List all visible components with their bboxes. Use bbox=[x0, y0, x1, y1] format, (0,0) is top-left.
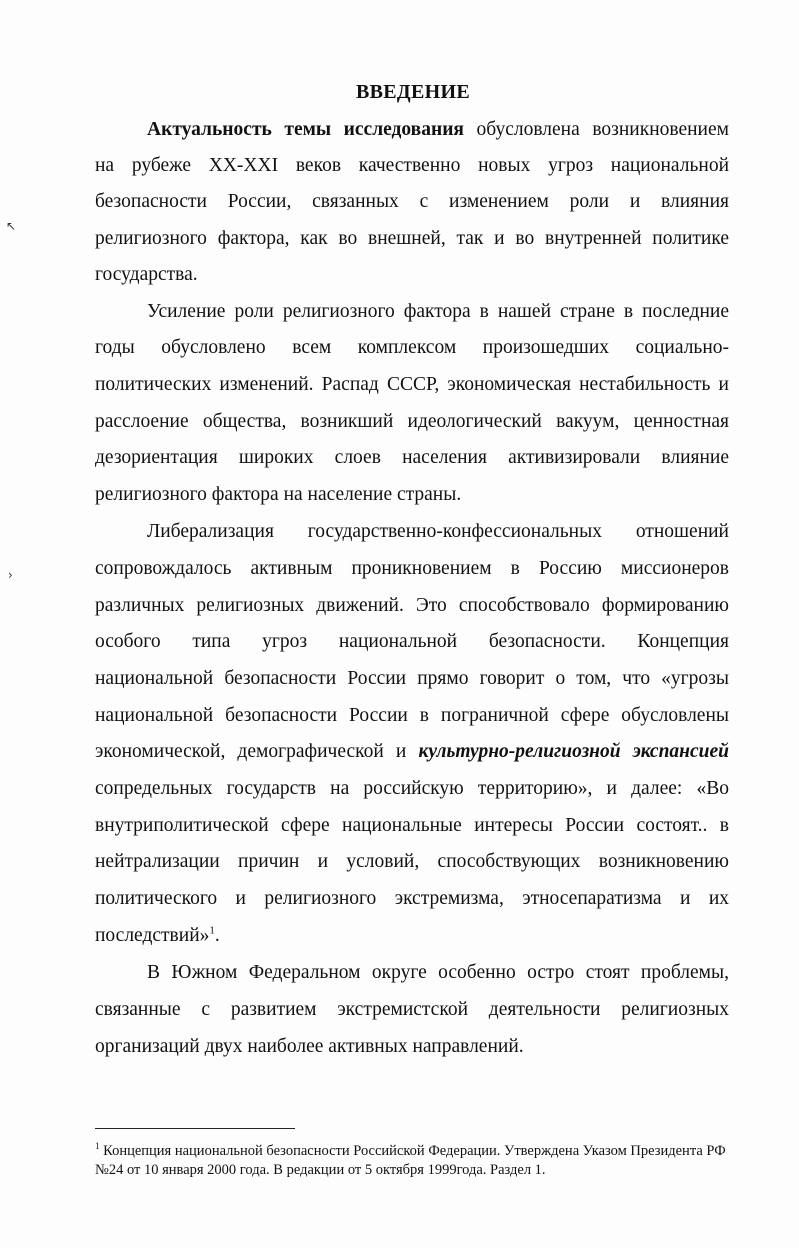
margin-mark: ↖ bbox=[6, 219, 17, 233]
paragraph-1-lead-rest: обусловлена возникновением bbox=[463, 119, 729, 140]
paragraph-3-line-10: нейтрализации причин и условий, способствующих возникновению bbox=[95, 851, 729, 872]
paragraph-3-line-12-text: последствий» bbox=[95, 925, 210, 946]
paragraph-4-line-1: В Южном Федеральном округе особенно остро стоят проблемы, bbox=[147, 962, 729, 983]
emphasis-text: культурно-религиозной экспансией bbox=[418, 741, 729, 762]
margin-mark: › bbox=[8, 568, 13, 582]
paragraph-3-line-7-text: экономической, демографической и bbox=[95, 741, 419, 762]
paragraph-3-line-1: Либерализация государственно-конфессиональных отношений bbox=[147, 521, 729, 542]
paragraph-3-line-12 bbox=[95, 922, 729, 950]
paragraph-4-line-3: организаций двух наиболее активных направлений. bbox=[95, 1036, 524, 1057]
paragraph-4-line-2: связанные с развитием экстремистской деятельности религиозных bbox=[95, 999, 729, 1020]
paragraph-3-line-12-tail: . bbox=[214, 925, 220, 946]
footnote-number: 1 bbox=[95, 1141, 100, 1152]
paragraph-1-line-2: на рубеже XX-XXI веков качественно новых угроз национальной bbox=[95, 155, 729, 176]
page-title: ВВЕДЕНИЕ bbox=[356, 81, 470, 103]
paragraph-3-line-3: различных религиозных движений. Это способствовало формированию bbox=[95, 595, 729, 616]
paragraph-1-line-1 bbox=[147, 116, 729, 144]
footnote-line-2: №24 от 10 января 2000 года. В редакции от 5 октября 1999года. Раздел 1. bbox=[95, 1162, 546, 1178]
paragraph-3-line-8: сопредельных государств на российскую территорию», и далее: «Во bbox=[95, 778, 729, 799]
paragraph-3-line-7 bbox=[95, 738, 729, 766]
paragraph-2-line-3: политических изменений. Распад СССР, экономическая нестабильность и bbox=[95, 374, 729, 395]
paragraph-2-line-5: дезориентация широких слоев населения активизировали влияние bbox=[95, 447, 729, 468]
paragraph-1-line-3: безопасности России, связанных с изменением роли и влияния bbox=[95, 191, 729, 212]
paragraph-3-line-9: внутриполитической сфере национальные интересы России состоят.. в bbox=[95, 815, 729, 836]
paragraph-3-line-4: особого типа угроз национальной безопасности. Концепция bbox=[95, 631, 729, 652]
paragraph-2-line-1: Усиление роли религиозного фактора в нашей стране в последние bbox=[147, 301, 729, 322]
paragraph-3-line-2: сопровождалось активным проникновением в Россию миссионеров bbox=[95, 558, 729, 579]
paragraph-1-lead: Актуальность темы исследования bbox=[147, 119, 464, 140]
paragraph-1-line-4: религиозного фактора, как во внешней, так и во внутренней политике bbox=[95, 228, 729, 249]
paragraph-1-line-5: государства. bbox=[95, 264, 198, 285]
paragraph-3-line-11: политического и религиозного экстремизма, этносепаратизма и их bbox=[95, 888, 729, 909]
paragraph-2-line-4: расслоение общества, возникший идеологический вакуум, ценностная bbox=[95, 411, 729, 432]
footnote-reference: 1 bbox=[209, 924, 215, 937]
paragraph-3-line-5: национальной безопасности России прямо говорит о том, что «угрозы bbox=[95, 668, 729, 689]
paragraph-3-line-6: национальной безопасности России в пограничной сфере обусловлены bbox=[95, 705, 729, 726]
footnote-line-1 bbox=[95, 1141, 729, 1161]
footnote-text-1: Концепция национальной безопасности Российской Федерации. Утверждена Указом Президента РФ bbox=[99, 1143, 726, 1159]
footnote-divider bbox=[95, 1128, 295, 1129]
paragraph-2-line-2: годы обусловлено всем комплексом произошедших социально- bbox=[95, 337, 729, 358]
paragraph-2-line-6: религиозного фактора на население страны. bbox=[95, 484, 462, 505]
